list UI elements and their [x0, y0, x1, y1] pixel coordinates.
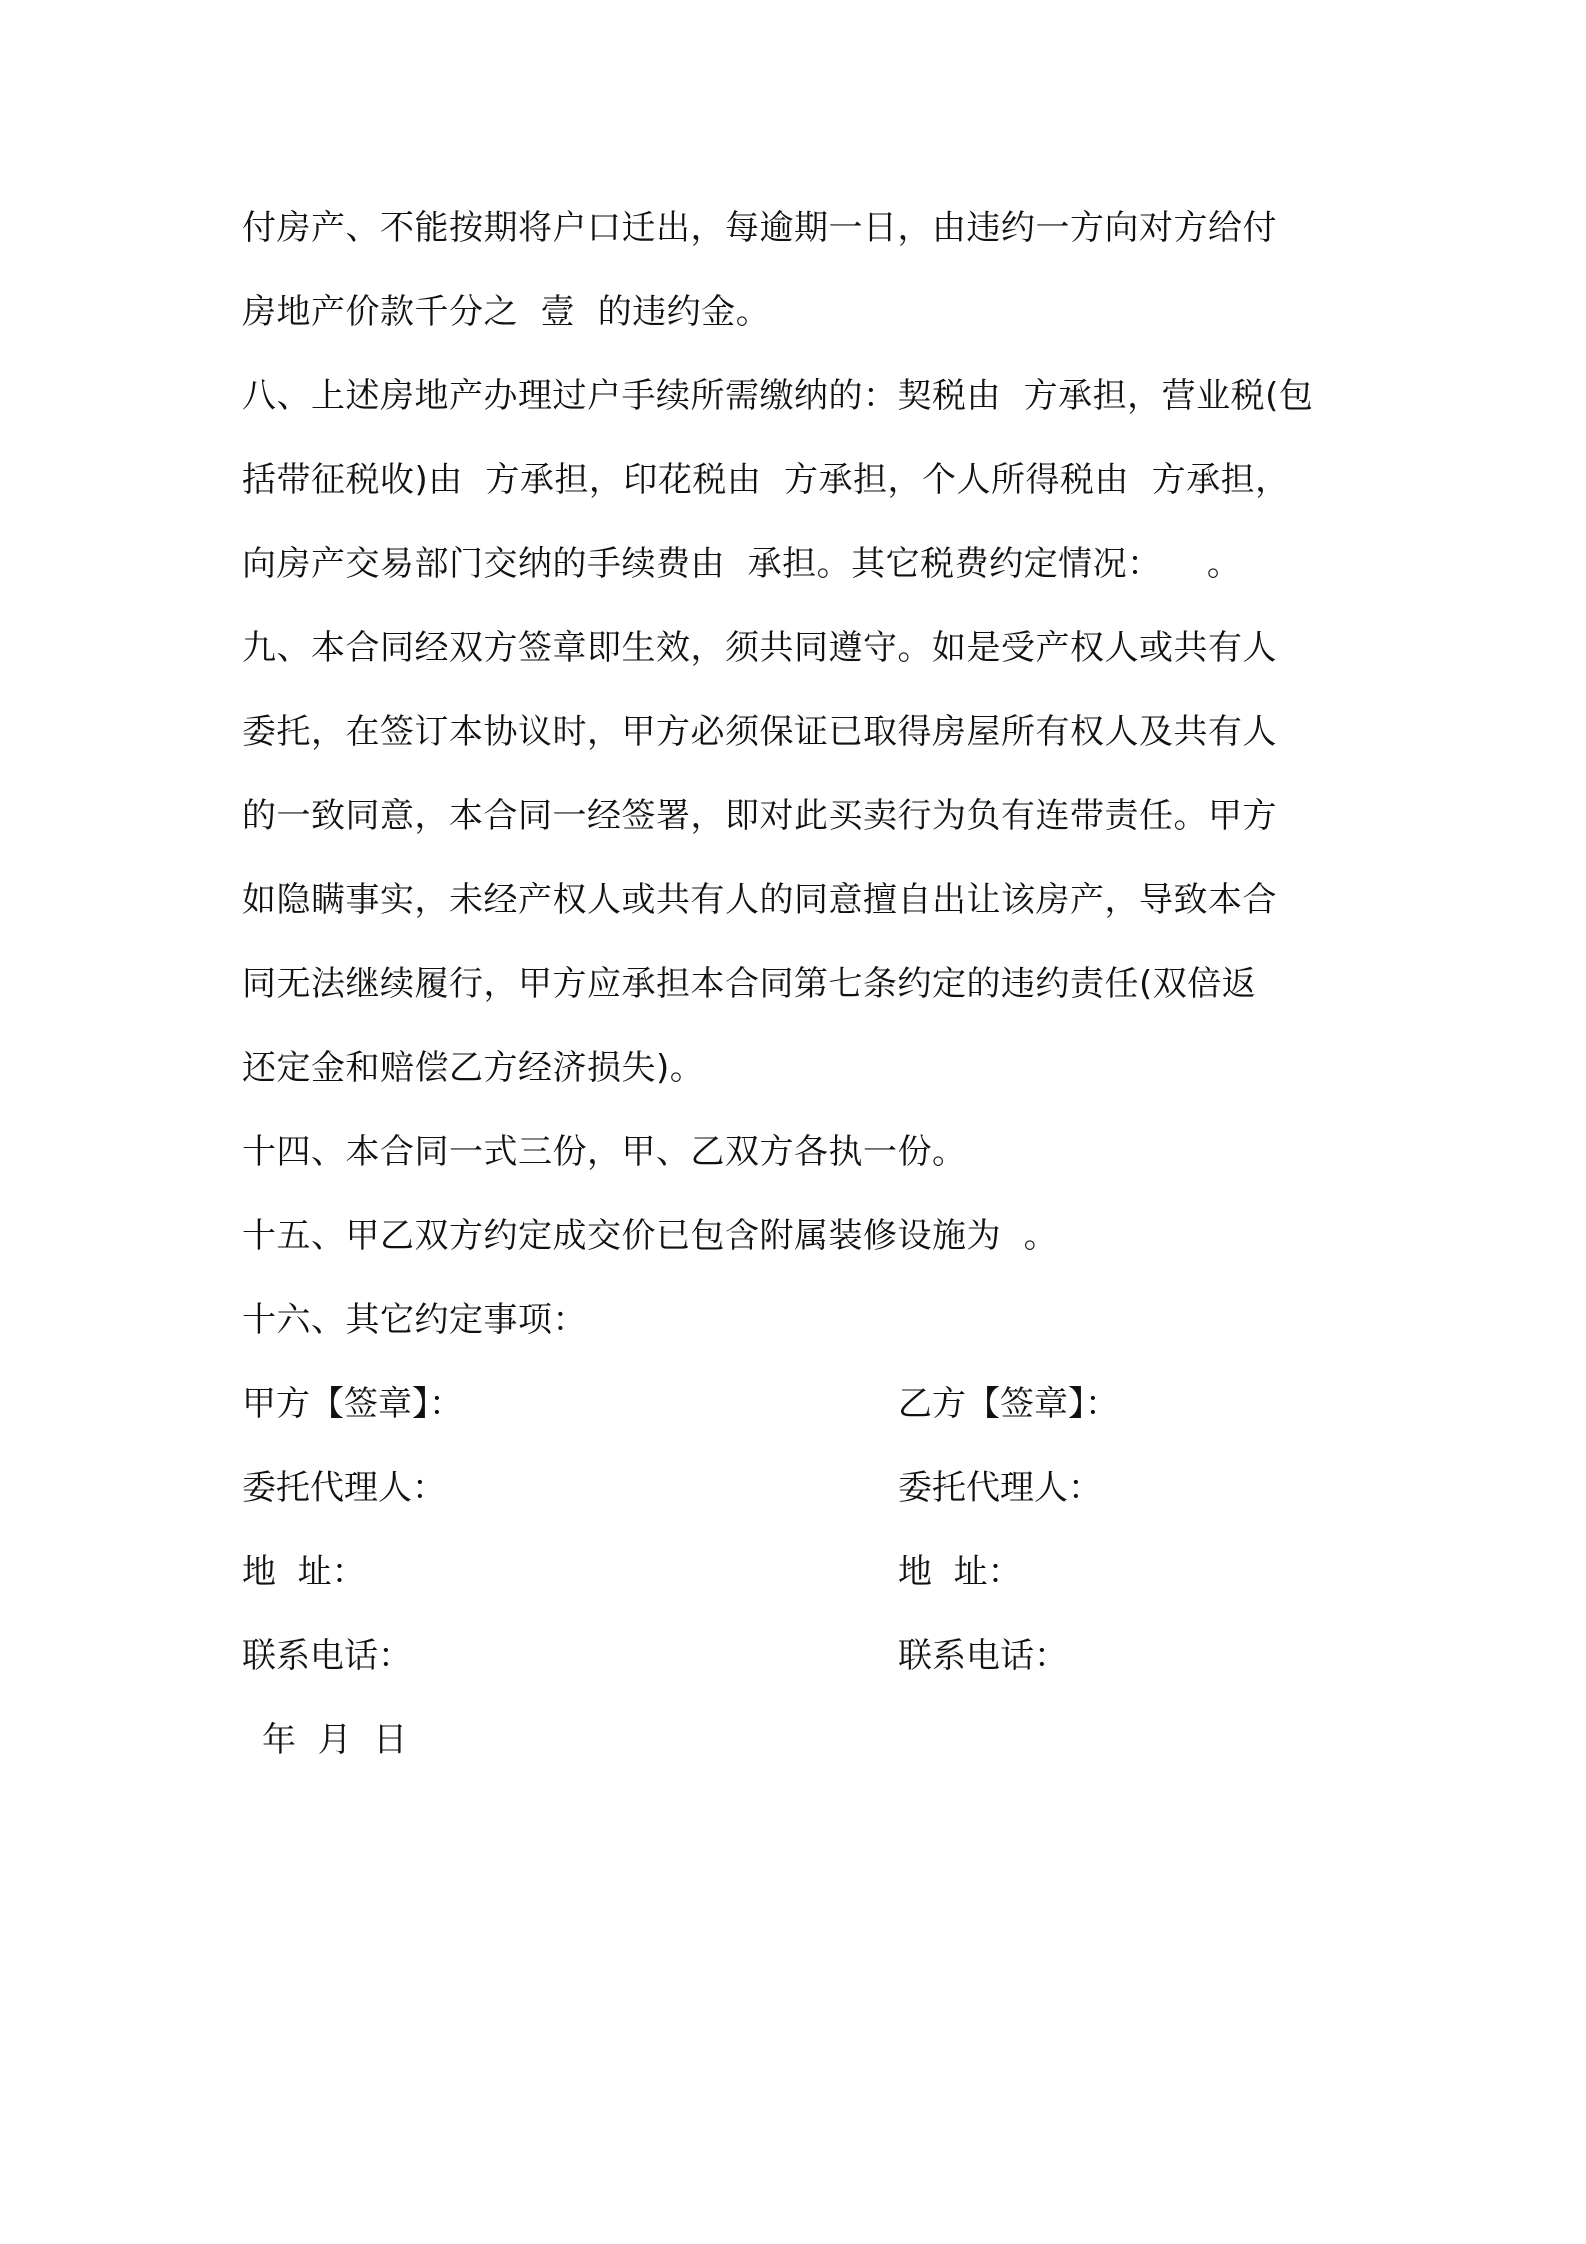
- clause-7-line-2: 房地产价款千分之 壹 的违约金。: [242, 292, 771, 332]
- clause-9-line-3: 的一致同意，本合同一经签署，即对此买卖行为负有连带责任。甲方: [242, 796, 1277, 836]
- clause-15: 十五、甲乙双方约定成交价已包含附属装修设施为 。: [242, 1216, 1059, 1256]
- clause-9-line-4: 如隐瞒事实，未经产权人或共有人的同意擅自出让该房产，导致本合: [242, 880, 1277, 920]
- party-b-phone: 联系电话：: [898, 1636, 1068, 1676]
- clause-7-line-1: 付房产、不能按期将户口迁出，每逾期一日，由违约一方向对方给付: [242, 208, 1277, 248]
- clause-8-line-1: 八、上述房地产办理过户手续所需缴纳的：契税由 方承担，营业税(包: [242, 376, 1314, 416]
- party-b-agent: 委托代理人：: [898, 1468, 1102, 1508]
- clause-9-line-5: 同无法继续履行，甲方应承担本合同第七条约定的违约责任(双倍返: [242, 964, 1257, 1004]
- party-a-phone: 联系电话：: [242, 1636, 412, 1676]
- party-a-address: 地 址：: [242, 1552, 366, 1592]
- clause-9-line-1: 九、本合同经双方签章即生效，须共同遵守。如是受产权人或共有人: [242, 628, 1277, 668]
- clause-9-line-6: 还定金和赔偿乙方经济损失)。: [242, 1048, 705, 1088]
- party-a-agent: 委托代理人：: [242, 1468, 446, 1508]
- clause-8-line-2: 括带征税收)由 方承担，印花税由 方承担，个人所得税由 方承担，: [242, 460, 1290, 500]
- clause-14: 十四、本合同一式三份，甲、乙双方各执一份。: [242, 1132, 967, 1172]
- party-b-seal: 乙方【签章】：: [898, 1384, 1119, 1424]
- party-b-address: 地 址：: [898, 1552, 1022, 1592]
- clause-9-line-2: 委托，在签订本协议时，甲方必须保证已取得房屋所有权人及共有人: [242, 712, 1277, 752]
- clause-16: 十六、其它约定事项：: [242, 1300, 587, 1340]
- signing-date: 年 月 日: [262, 1720, 408, 1760]
- party-a-seal: 甲方【签章】：: [242, 1384, 463, 1424]
- clause-8-line-3: 向房产交易部门交纳的手续费由 承担。其它税费约定情况： 。: [242, 544, 1242, 584]
